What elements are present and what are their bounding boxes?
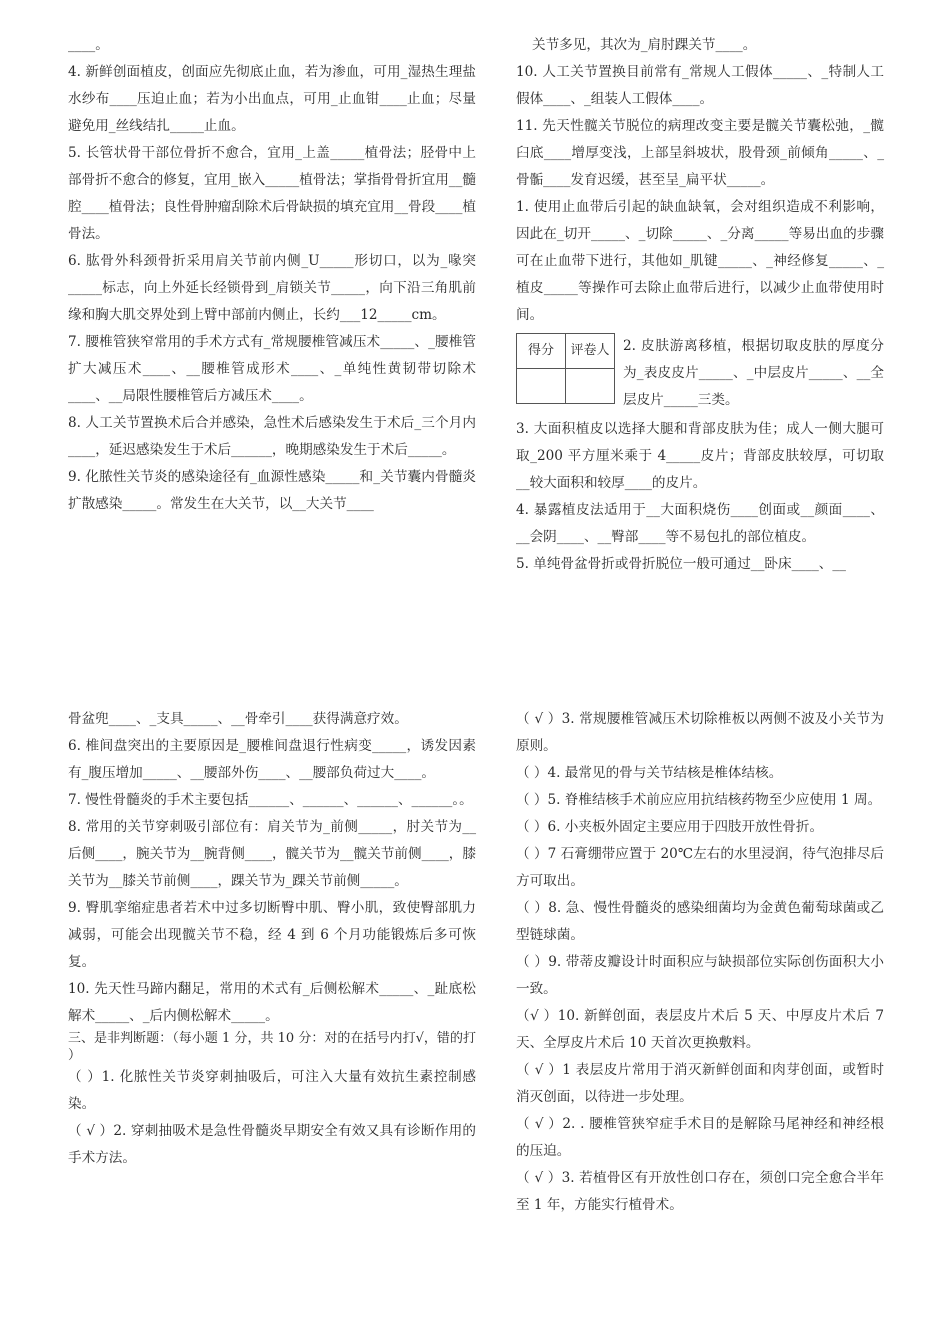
judgement-item — [68, 1118, 476, 1172]
answer-bracket: （ √ ） — [516, 1170, 562, 1186]
answer-bracket: （ ） — [516, 954, 549, 970]
judgement-text: 8. 急、慢性骨髓炎的感染细菌均为金黄色葡萄球菌或乙型链球菌。 — [516, 900, 884, 943]
question-1: 1. 使用止血带后引起的缺血缺氧，会对组织造成不利影响，因此在_切开_____、_切除_____、_分离_____等易出血的步骤可在止血带下进行，其他如_肌键_____、_神经修复_____、_植皮_____等操作可去除止血带后进行，以减少止血带使用时间。 — [516, 199, 884, 323]
text-line: ____。 — [68, 37, 109, 53]
question-9: 9. 化脓性关节炎的感染途径有_血源性感染_____和_关节囊内骨髓炎扩散感染_____。常发生在大关节，以__大关节____ — [68, 469, 476, 512]
judgement-item — [516, 1003, 884, 1057]
judgement-text: 2. 穿刺抽吸术是急性骨髓炎早期安全有效又具有诊断作用的手术方法。 — [68, 1123, 476, 1166]
question-5: 5. 长管状骨干部位骨折不愈合，宜用_上盖_____植骨法；胫骨中上部骨折不愈合的修复，宜用_嵌入_____植骨法；掌指骨骨折宜用__髓腔____植骨法；良性骨肿瘤刮除术后骨缺损的填充宜用__骨段____植骨法。 — [68, 145, 476, 242]
question-5b: 5. 单纯骨盆骨折或骨折脱位一般可通过__卧床____、__ — [516, 556, 846, 572]
judgement-item — [516, 787, 884, 814]
question-4: 4. 新鲜创面植皮，创面应先彻底止血，若为渗血，可用_湿热生理盐水纱布____压迫止血；若为小出血点，可用_止血钳____止血；尽量避免用_丝线结扎_____止血。 — [68, 64, 476, 134]
score-cell — [517, 369, 566, 404]
question-3: 3. 大面积植皮以选择大腿和背部皮肤为佳；成人一侧大腿可取_200 平方厘米乘于 4_____皮片；背部皮肤较厚，可切取__较大面积和较厚____的皮片。 — [516, 421, 884, 491]
judgement-text: 10. 新鲜创面，表层皮片术后 5 天、中厚皮片术后 7 天、全厚皮片术后 10 天首次更换敷料。 — [516, 1008, 885, 1051]
judgement-item — [516, 1165, 884, 1219]
answer-bracket: （ √ ） — [68, 1123, 114, 1139]
top-left-column — [68, 32, 476, 518]
answer-bracket: （ √ ） — [516, 711, 562, 727]
bottom-left-column — [68, 706, 476, 1172]
question-7c: 7. 慢性骨髓炎的手术主要包括______、______、______、______。。 — [68, 792, 473, 808]
grader-cell — [566, 369, 615, 404]
judgement-text: 5. 脊椎结核手术前应应用抗结核药物至少应使用 1 周。 — [547, 792, 882, 808]
answer-bracket: （ ） — [516, 819, 548, 835]
judgement-item — [516, 949, 884, 1003]
answer-bracket: （ ） — [68, 1069, 102, 1085]
grader-label: 评卷人 — [566, 334, 615, 369]
continued-text: 骨盆兜____、_支具_____、__骨牵引____获得满意疗效。 — [68, 711, 408, 727]
answer-bracket: （√ ） — [516, 1008, 558, 1024]
bottom-right-column — [516, 706, 884, 1219]
judgement-item — [516, 1057, 884, 1111]
score-label: 得分 — [517, 334, 566, 369]
continued-text: 关节多见，其次为_肩肘踝关节____。 — [532, 37, 757, 53]
judgement-item — [516, 814, 884, 841]
judgement-text: 4. 最常见的骨与关节结核是椎体结核。 — [547, 765, 783, 781]
judgement-item — [516, 706, 884, 760]
judgement-item — [516, 760, 884, 787]
question-11: 11. 先天性髋关节脱位的病理改变主要是髋关节囊松弛，_髋臼底____增厚变浅，上部呈斜坡状，股骨颈_前倾角_____、_骨骺____发育迟缓，甚至呈_扁平状_____。 — [516, 118, 884, 188]
answer-bracket: （ ） — [516, 792, 548, 808]
question-7: 7. 腰椎管狭窄常用的手术方式有_常规腰椎管减压术_____、_腰椎管扩大减压术____、__腰椎管成形术____、_单纯性黄韧带切除术____、__局限性腰椎管后方减压术____。 — [68, 334, 476, 404]
judgement-item — [516, 841, 884, 895]
question-10c: 10. 先天性马蹄内翻足，常用的术式有_后侧松解术_____、_趾底松解术_____、_后内侧松解术_____。 — [68, 981, 476, 1024]
top-right-column — [516, 32, 884, 578]
judgement-text: 3. 若植骨区有开放性创口存在，须创口完全愈合半年至 1 年，方能实行植骨术。 — [516, 1170, 884, 1213]
judgement-text: 1 表层皮片常用于消灭新鲜创面和肉芽创面，或暂时消灭创面，以待进一步处理。 — [516, 1062, 885, 1105]
judgement-text: 9. 带蒂皮瓣设计时面积应与缺损部位实际创伤面积大小一致。 — [516, 954, 884, 997]
judgement-text: 3. 常规腰椎管减压术切除椎板以两侧不波及小关节为原则。 — [516, 711, 884, 754]
score-block — [516, 333, 884, 414]
judgement-text: 2. . 腰椎管狭窄症手术目的是解除马尾神经和神经根的压迫。 — [516, 1116, 884, 1159]
question-8c: 8. 常用的关节穿刺吸引部位有：肩关节为_前侧_____，肘关节为__后侧____，腕关节为__腕背侧____，髋关节为__髋关节前侧____，膝关节为__膝关节前侧____，踝关节为_踝关节前侧_____。 — [68, 819, 476, 889]
score-table — [516, 333, 615, 404]
question-8: 8. 人工关节置换术后合并感染，急性术后感染发生于术后_三个月内____，延迟感染发生于术后______，晚期感染发生于术后_____。 — [68, 415, 476, 458]
answer-bracket: （ ） — [516, 900, 549, 916]
judgement-item — [68, 1064, 476, 1118]
answer-bracket: （ √ ） — [516, 1116, 563, 1132]
answer-bracket: （ √ ） — [516, 1062, 563, 1078]
judgement-text: 1. 化脓性关节炎穿刺抽吸后，可注入大量有效抗生素控制感染。 — [68, 1069, 476, 1112]
section-title: 三、是非判断题：（每小题 1 分，共 10 分：对的在括号内打√，错的打 ） — [68, 1031, 476, 1063]
judgement-item — [516, 1111, 884, 1165]
question-9c: 9. 臀肌挛缩症患者若术中过多切断臀中肌、臀小肌，致使臀部肌力减弱，可能会出现髋关节不稳，经 4 到 6 个月功能锻炼后多可恢复。 — [68, 900, 476, 970]
question-4b: 4. 暴露植皮法适用于__大面积烧伤____创面或__颜面____、__会阴____、__臀部____等不易包扎的部位植皮。 — [516, 502, 884, 545]
question-6: 6. 肱骨外科颈骨折采用肩关节前内侧_U_____形切口，以为_喙突_____标志，向上外延长经锁骨到_肩锁关节_____，向下沿三角肌前缘和胸大肌交界处到上臂中部前内侧止，长约___12_____cm。 — [68, 253, 476, 323]
judgement-item — [516, 895, 884, 949]
judgement-text: 6. 小夹板外固定主要应用于四肢开放性骨折。 — [547, 819, 824, 835]
question-10: 10. 人工关节置换目前常有_常规人工假体_____、_特制人工假体____、_组装人工假体____。 — [516, 64, 884, 107]
answer-bracket: （ ） — [516, 765, 548, 781]
judgement-text: 7 石膏绷带应置于 20℃左右的水里浸润，待气泡排尽后方可取出。 — [516, 846, 885, 889]
question-2: 2. 皮肤游离移植，根据切取皮肤的厚度分为_表皮皮片_____、_中层皮片_____、__全层皮片_____三类。 — [623, 338, 884, 408]
question-6c: 6. 椎间盘突出的主要原因是_腰椎间盘退行性病变_____，诱发因素有_腹压增加_____、__腰部外伤____、__腰部负荷过大____。 — [68, 738, 476, 781]
answer-bracket: （ ） — [516, 846, 548, 862]
